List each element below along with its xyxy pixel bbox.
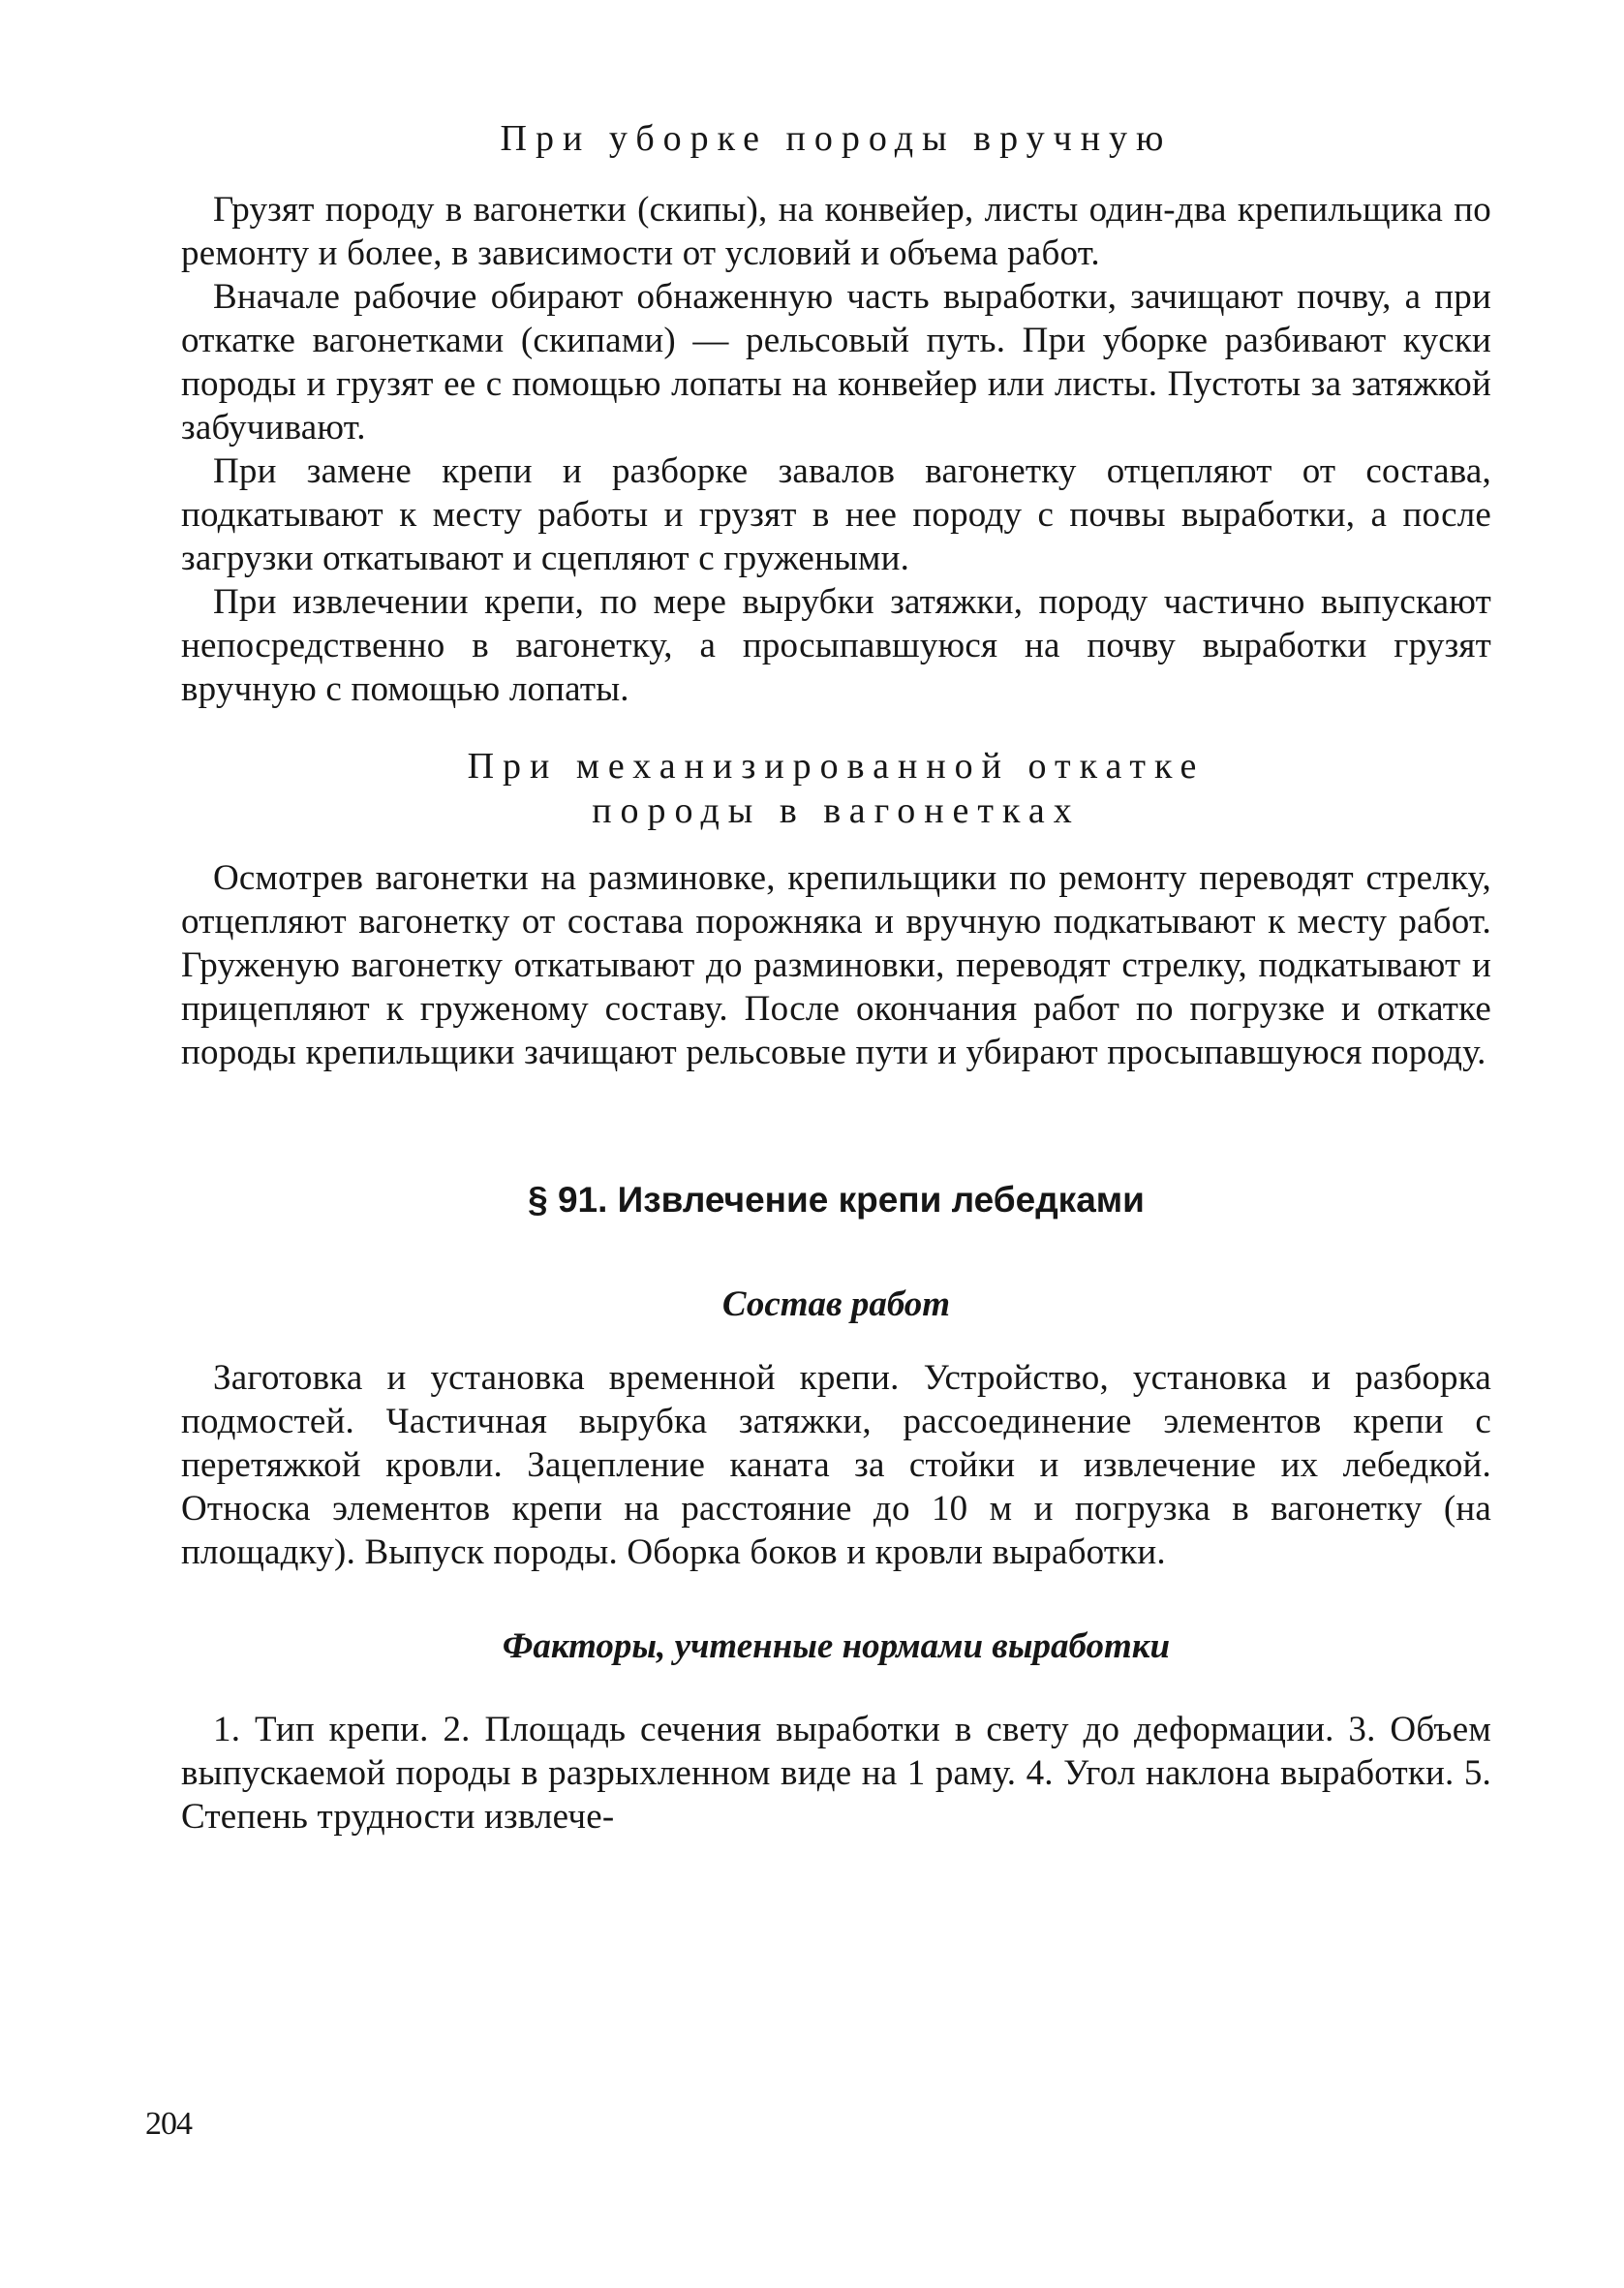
heading-norm-factors: Факторы, учтенные нормами выработки xyxy=(502,1626,1171,1666)
section-title-winch-removal: § 91. Извлечение крепи лебедками xyxy=(528,1180,1145,1220)
heading-mechanized-haulage xyxy=(181,744,1491,833)
heading-manual-loading: При уборке породы вручную xyxy=(500,118,1173,159)
paragraph-loading-crew: Грузят породу в вагонетки (скипы), на конвейер, листы один-два крепильщика по ремонту и более, в зависимости от условий и объема работ. xyxy=(181,190,1491,273)
paragraph-mechanized-haulage: Осмотрев вагонетки на разминовке, крепильщики по ремонту переводят стрелку, отцепляют вагонетку от состава порожняка и вручную подкатывают к месту работ. Груженую вагонетку откатывают до разминовки, переводят стрелку, подкатывают и прицепляют к груженому составу. После окончания работ по погрузке и откатке породы крепильщики зачищают рельсовые пути и убирают просыпавшуюся породу. xyxy=(181,858,1491,1072)
heading-work-composition: Состав работ xyxy=(721,1284,951,1324)
page-content xyxy=(181,116,1491,1839)
paragraph-work-composition: Заготовка и установка временной крепи. Устройство, установка и разборка подмостей. Частичная вырубка затяжки, рассоединение элементов крепи с перетяжкой кровли. Зацепление каната за стойки и извлечение их лебедкой. Относка элементов крепи на расстояние до 10 м и погрузка в вагонетку (на площадку). Выпуск породы. Оборка боков и кровли выработки. xyxy=(181,1358,1491,1572)
paragraph-preparation: Вначале рабочие обирают обнаженную часть выработки, зачищают почву, а при откатке вагонетками (скипами) — рельсовый путь. При уборке разбивают куски породы и грузят ее с помощью лопаты на конвейер или листы. Пустоты за затяжкой забучивают. xyxy=(181,277,1491,448)
paragraph-support-removal: При извлечении крепи, по мере вырубки затяжки, породу частично выпускают непосредственно в вагонетку, а просыпавшуюся на почву выработки грузят вручную с помощью лопаты. xyxy=(181,582,1491,709)
paragraph-norm-factors: 1. Тип крепи. 2. Площадь сечения выработки в свету до деформации. 3. Объем выпускаемой породы в разрыхленном виде на 1 раму. 4. Угол наклона выработки. 5. Степень трудности извлече- xyxy=(181,1710,1491,1837)
paragraph-support-replacement: При замене крепи и разборке завалов вагонетку отцепляют от состава, подкатывают к месту работы и грузят в нее породу с почвы выработки, а после загрузки откатывают и сцепляют с гружеными. xyxy=(181,451,1491,578)
heading-mechanized-haulage-line2: породы в вагонетках xyxy=(592,790,1081,831)
page-number: 204 xyxy=(145,2106,192,2142)
heading-mechanized-haulage-line1: При механизированной откатке xyxy=(467,746,1206,787)
